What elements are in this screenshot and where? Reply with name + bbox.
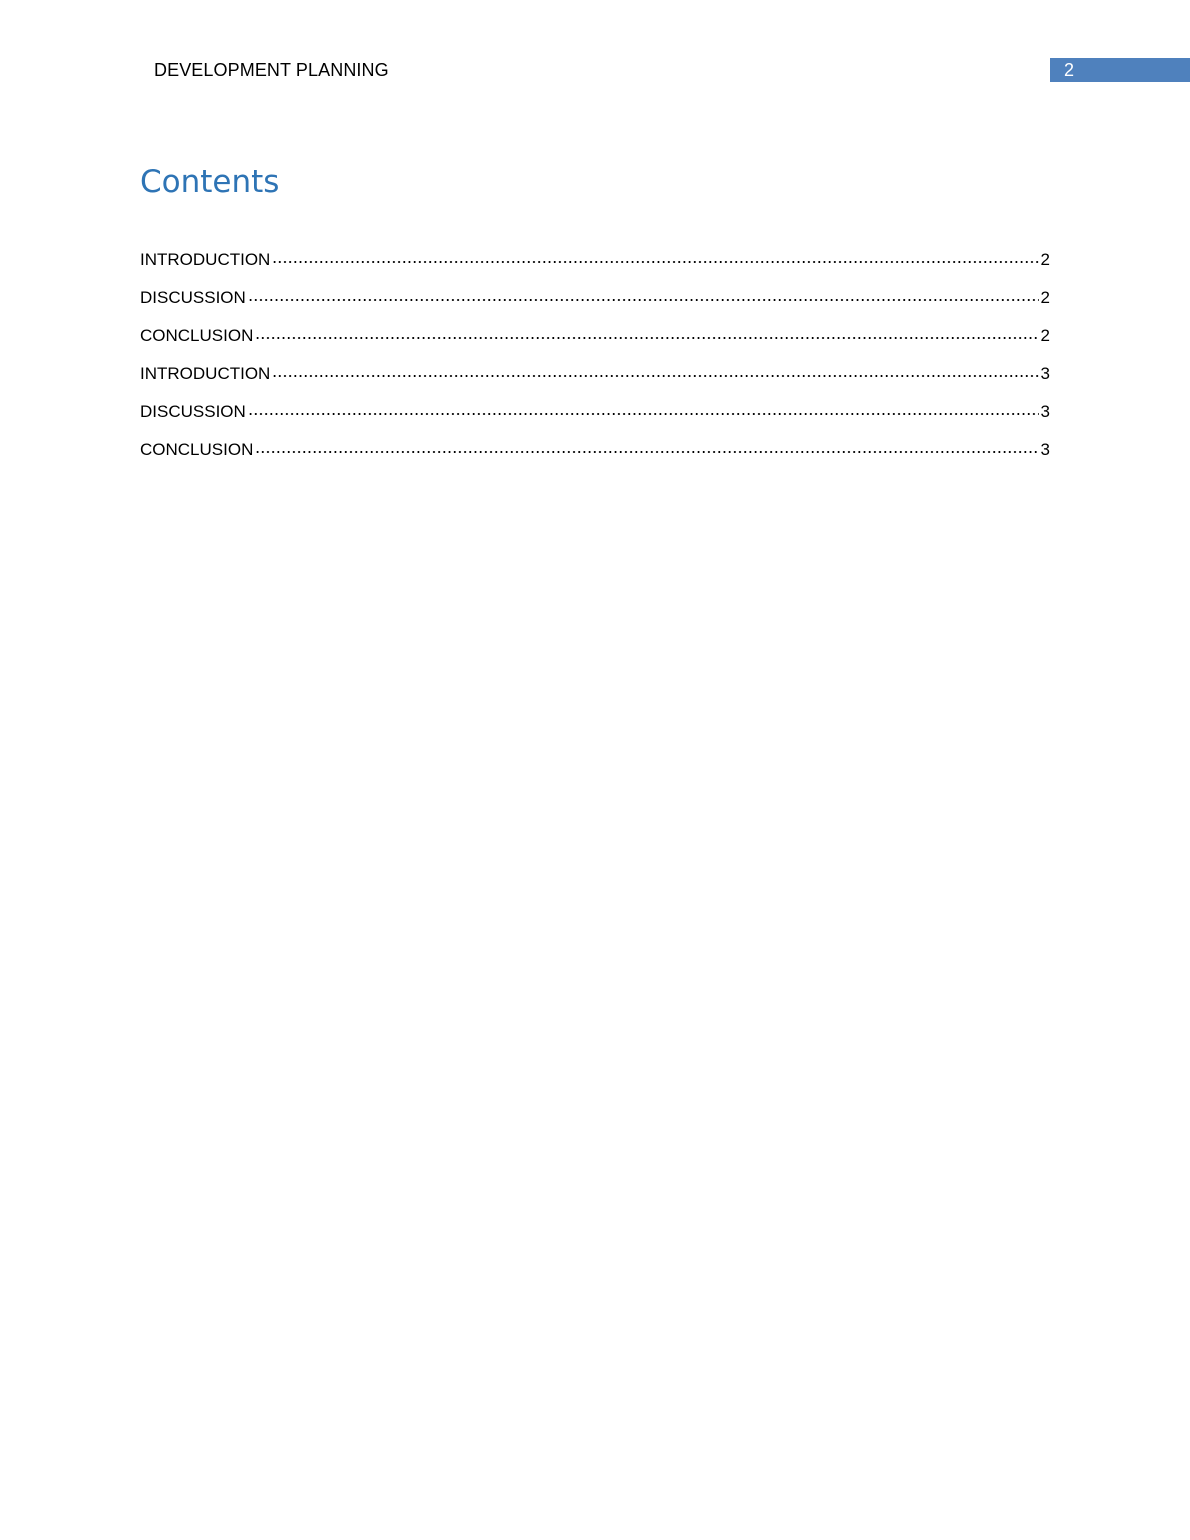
dot-leader — [248, 395, 1039, 417]
toc-entry-page: 3 — [1040, 364, 1050, 383]
toc-entry-label: INTRODUCTION — [140, 364, 271, 383]
dot-leader — [272, 243, 1038, 265]
toc-entry-label: CONCLUSION — [140, 326, 254, 345]
toc-entry-label: CONCLUSION — [140, 440, 254, 459]
dot-leader — [255, 433, 1038, 455]
toc-entry-page: 3 — [1040, 440, 1050, 459]
toc-entry-conclusion[interactable] — [140, 319, 1050, 357]
toc-entry-page: 2 — [1040, 250, 1050, 269]
table-of-contents — [140, 243, 1050, 471]
toc-entry-conclusion-2[interactable] — [140, 433, 1050, 471]
dot-leader — [255, 319, 1038, 341]
toc-entry-introduction-2[interactable] — [140, 357, 1050, 395]
toc-entry-label: DISCUSSION — [140, 288, 246, 307]
toc-entry-page: 2 — [1040, 326, 1050, 345]
page-number-box — [1050, 58, 1190, 82]
toc-entry-discussion-2[interactable] — [140, 395, 1050, 433]
dot-leader — [272, 357, 1038, 379]
toc-entry-label: INTRODUCTION — [140, 250, 271, 269]
running-head: DEVELOPMENT PLANNING — [154, 60, 389, 80]
page-number: 2 — [1064, 60, 1075, 80]
toc-entry-page: 3 — [1040, 402, 1050, 421]
toc-entry-label: DISCUSSION — [140, 402, 246, 421]
toc-entry-page: 2 — [1040, 288, 1050, 307]
toc-entry-introduction[interactable] — [140, 243, 1050, 281]
toc-title: Contents — [140, 164, 280, 200]
dot-leader — [248, 281, 1039, 303]
toc-entry-discussion[interactable] — [140, 281, 1050, 319]
